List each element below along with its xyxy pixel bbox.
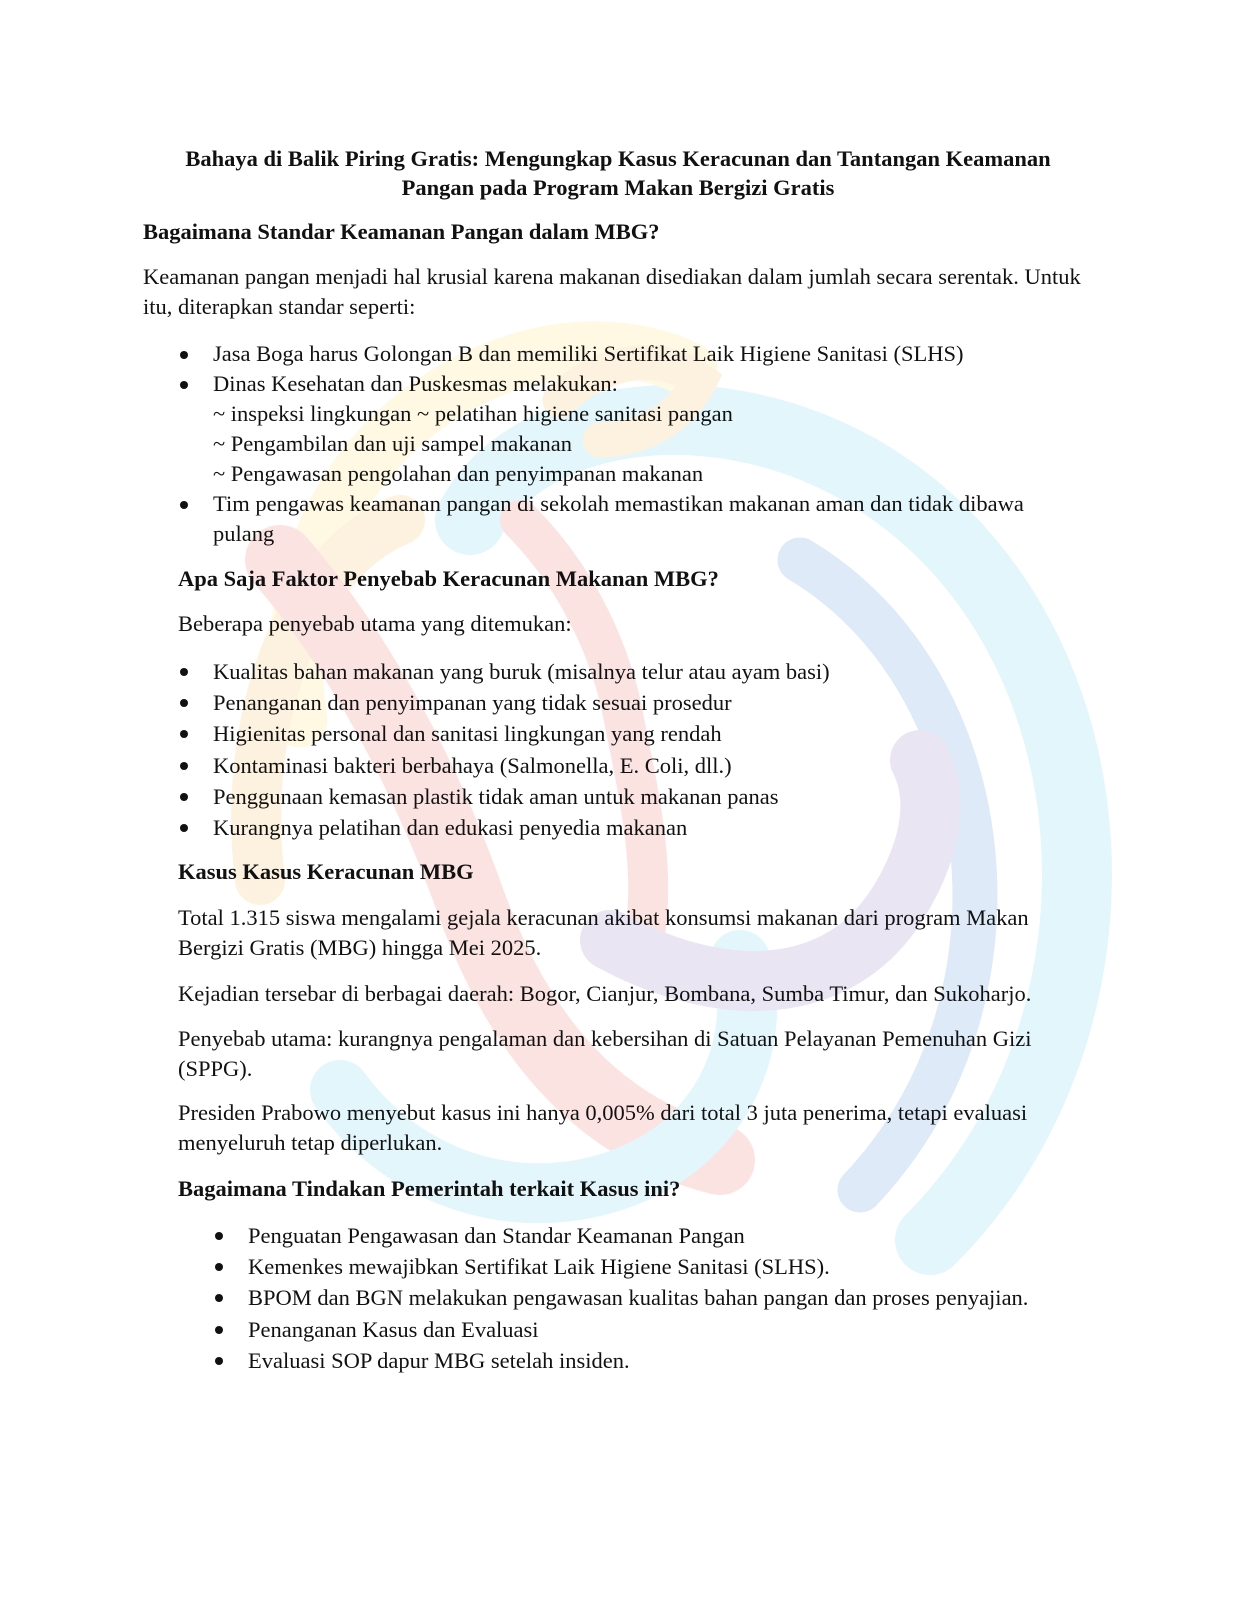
section-2-intro: Beberapa penyebab utama yang ditemukan: bbox=[178, 611, 572, 636]
section-3-paragraph-1: Total 1.315 siswa mengalami gejala keracunan akibat konsumsi makanan dari program Makan Bergizi Gratis (MBG) hingga Mei 2025. bbox=[178, 905, 1029, 960]
section-4-list bbox=[213, 1220, 1093, 1376]
list-item: Kontaminasi bakteri berbahaya (Salmonella, E. Coli, dll.) bbox=[178, 750, 1083, 781]
list-item: Higienitas personal dan sanitasi lingkungan yang rendah bbox=[178, 718, 1083, 749]
section-4-heading: Bagaimana Tindakan Pemerintah terkait Kasus ini? bbox=[178, 1176, 681, 1201]
section-3-paragraph-3: Penyebab utama: kurangnya pengalaman dan kebersihan di Satuan Pelayanan Pemenuhan Gizi (SPPG). bbox=[178, 1026, 1032, 1081]
list-item: Penguatan Pengawasan dan Standar Keamanan Pangan bbox=[213, 1220, 1093, 1251]
title-line-1: Bahaya di Balik Piring Gratis: Mengungkap Kasus Keracunan dan Tantangan Keamanan bbox=[185, 146, 1051, 171]
section-1-heading: Bagaimana Standar Keamanan Pangan dalam MBG? bbox=[143, 219, 660, 244]
list-item: Penanganan Kasus dan Evaluasi bbox=[213, 1314, 1093, 1345]
list-item: Evaluasi SOP dapur MBG setelah insiden. bbox=[213, 1345, 1093, 1376]
list-item: Dinas Kesehatan dan Puskesmas melakukan: ~ inspeksi lingkungan ~ pelatihan higiene sanitasi pangan ~ Pengambilan dan uji sampel makanan ~ Pengawasan pengolahan dan penyimpanan makanan bbox=[178, 369, 1083, 489]
list-item: Jasa Boga harus Golongan B dan memiliki Sertifikat Laik Higiene Sanitasi (SLHS) bbox=[178, 339, 1083, 369]
list-item: Penggunaan kemasan plastik tidak aman untuk makanan panas bbox=[178, 781, 1083, 812]
list-item: Tim pengawas keamanan pangan di sekolah memastikan makanan aman dan tidak dibawa pulang bbox=[178, 489, 1083, 549]
section-1-list bbox=[178, 339, 1083, 549]
section-1-intro: Keamanan pangan menjadi hal krusial karena makanan disediakan dalam jumlah secara serentak. Untuk itu, diterapkan standar seperti: bbox=[143, 264, 1081, 319]
list-item: Kemenkes mewajibkan Sertifikat Laik Higiene Sanitasi (SLHS). bbox=[213, 1251, 1093, 1282]
section-2-list bbox=[178, 656, 1083, 843]
section-2-heading: Apa Saja Faktor Penyebab Keracunan Makanan MBG? bbox=[178, 566, 719, 591]
document-title bbox=[140, 144, 1096, 202]
section-3-paragraph-2: Kejadian tersebar di berbagai daerah: Bogor, Cianjur, Bombana, Sumba Timur, dan Sukoharjo. bbox=[178, 981, 1032, 1006]
sub-list-item: ~ Pengawasan pengolahan dan penyimpanan makanan bbox=[213, 461, 704, 486]
title-line-2: Pangan pada Program Makan Bergizi Gratis bbox=[401, 175, 835, 200]
sub-list-item: ~ Pengambilan dan uji sampel makanan bbox=[213, 431, 572, 456]
section-3-heading: Kasus Kasus Keracunan MBG bbox=[178, 859, 474, 884]
sub-list-item: ~ inspeksi lingkungan ~ pelatihan higiene sanitasi pangan bbox=[213, 401, 733, 426]
list-item: Kualitas bahan makanan yang buruk (misalnya telur atau ayam basi) bbox=[178, 656, 1083, 687]
list-item: BPOM dan BGN melakukan pengawasan kualitas bahan pangan dan proses penyajian. bbox=[213, 1282, 1093, 1313]
list-item: Kurangnya pelatihan dan edukasi penyedia makanan bbox=[178, 812, 1083, 843]
list-item: Penanganan dan penyimpanan yang tidak sesuai prosedur bbox=[178, 687, 1083, 718]
section-3-paragraph-4: Presiden Prabowo menyebut kasus ini hanya 0,005% dari total 3 juta penerima, tetapi evaluasi menyeluruh tetap diperlukan. bbox=[178, 1100, 1028, 1155]
